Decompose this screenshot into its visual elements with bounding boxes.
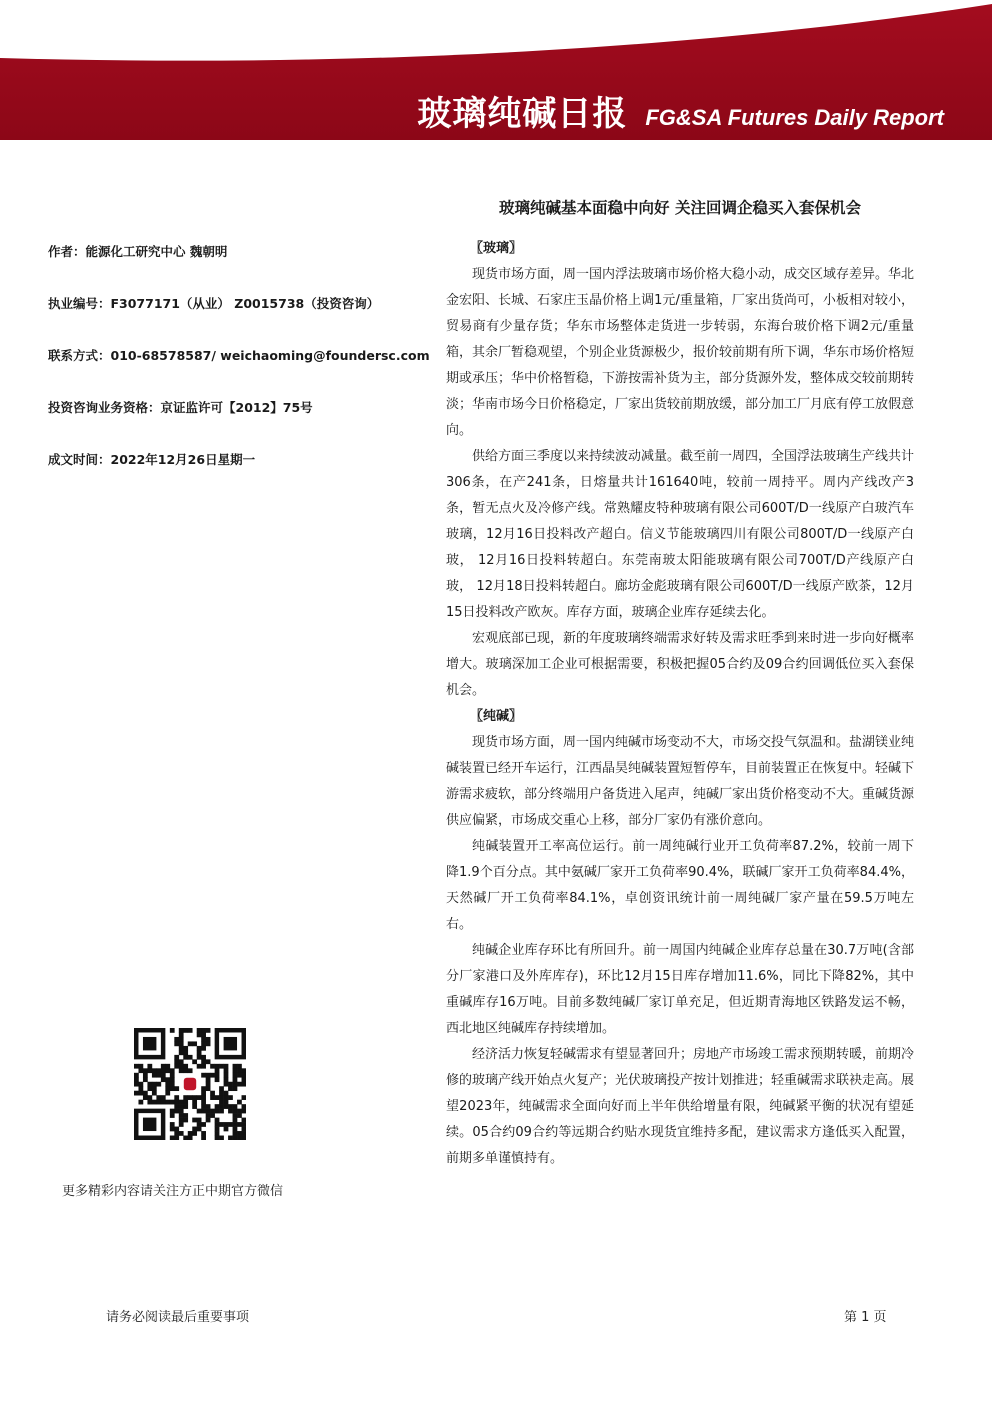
report-body xyxy=(446,236,914,1172)
report-title: 玻璃纯碱基本面稳中向好 关注回调企稳买入套保机会 xyxy=(499,199,861,217)
soda-section-heading: 〖纯碱〗 xyxy=(470,709,523,724)
soda-paragraph: 纯碱装置开工率高位运行。前一周纯碱行业开工负荷率87.2%，较前一周下降1.9个百分点。其中氨碱厂家开工负荷率90.4%，联碱厂家开工负荷率84.4%，天然碱厂开工负荷率84.1%，卓创资讯统计前一周纯碱厂家产量在59.5万吨左右。 xyxy=(446,839,914,932)
qr-code-icon xyxy=(134,1028,246,1140)
glass-paragraph: 宏观底部已现，新的年度玻璃终端需求好转及需求旺季到来时进一步向好概率增大。玻璃深加工企业可根据需要，积极把握05合约及09合约回调低位买入套保机会。 xyxy=(446,631,915,698)
license-line: 执业编号：F3077171（从业） Z0015738（投资咨询） xyxy=(48,296,380,311)
contact-line: 联系方式：010-68578587/ weichaoming@foundersc.com xyxy=(48,348,430,363)
banner-title xyxy=(417,86,944,132)
footer-notice: 请务必阅读最后重要事项 xyxy=(106,1310,250,1325)
page-number: 第 1 页 xyxy=(844,1310,887,1325)
wechat-qr-code xyxy=(134,1028,246,1140)
header-banner xyxy=(0,0,992,140)
date-line: 成文时间：2022年12月26日星期一 xyxy=(48,452,256,467)
qualification-line: 投资咨询业务资格：京证监许可【2012】75号 xyxy=(48,400,313,415)
soda-paragraph: 纯碱企业库存环比有所回升。前一周国内纯碱企业库存总量在30.7万吨(含部分厂家港口及外库库存)，环比12月15日库存增加11.6%，同比下降82%，其中重碱库存16万吨。目前多数纯碱厂家订单充足，但近期青海地区铁路发运不畅，西北地区纯碱库存持续增加。 xyxy=(446,943,914,1036)
report-type-en: FG&SA Futures Daily Report xyxy=(645,105,944,130)
glass-paragraph: 现货市场方面，周一国内浮法玻璃市场价格大稳小动，成交区域存差异。华北金宏阳、长城、石家庄玉晶价格上调1元/重量箱，厂家出货尚可，小板相对较小，贸易商有少量存货；华东市场整体走货进一步转弱，东海台玻价格下调2元/重量箱，其余厂暂稳观望，个别企业货源极少，报价较前期有所下调，华东市场价格短期或承压；华中价格暂稳，下游按需补货为主，部分货源外发，整体成交较前期转淡；华南市场今日价格稳定，厂家出货较前期放缓，部分加工厂月底有停工放假意向。 xyxy=(446,267,915,438)
report-type-cn: 玻璃纯碱日报 xyxy=(417,94,628,134)
qr-caption: 更多精彩内容请关注方正中期官方微信 xyxy=(62,1184,284,1199)
author-info xyxy=(48,243,428,503)
soda-paragraph: 经济活力恢复轻碱需求有望显著回升；房地产市场竣工需求预期转暖，前期冷修的玻璃产线开始点火复产；光伏玻璃投产按计划推进；轻重碱需求联袂走高。展望2023年，纯碱需求全面向好而上半年供给增量有限，纯碱紧平衡的状况有望延续。05合约09合约等远期合约贴水现货宜维持多配，建议需求方逢低买入配置，前期多单谨慎持有。 xyxy=(446,1047,915,1166)
glass-section-heading: 〖玻璃〗 xyxy=(470,241,523,256)
author-line: 作者：能源化工研究中心 魏朝明 xyxy=(48,244,228,259)
glass-paragraph: 供给方面三季度以来持续波动减量。截至前一周四，全国浮法玻璃生产线共计306条，在产241条，日熔量共计161640吨，较前一周持平。周内产线改产3条，暂无点火及冷修产线。常熟耀皮特种玻璃有限公司600T/D一线原产白玻汽车玻璃，12月16日投料改产超白。信义节能玻璃四川有限公司800T/D一线原产白玻， 12月16日投料转超白。东莞南玻太阳能玻璃有限公司700T/D产线原产白玻， 12月18日投料转超白。廊坊金彪玻璃有限公司600T/D一线原产欧茶，12月15日投料改产欧灰。库存方面，玻璃企业库存延续去化。 xyxy=(446,449,915,620)
soda-paragraph: 现货市场方面，周一国内纯碱市场变动不大，市场交投气氛温和。盐湖镁业纯碱装置已经开车运行，江西晶昊纯碱装置短暂停车，目前装置正在恢复中。轻碱下游需求疲软，部分终端用户备货进入尾声，纯碱厂家出货价格变动不大。重碱货源供应偏紧，市场成交重心上移，部分厂家仍有涨价意向。 xyxy=(446,735,915,828)
